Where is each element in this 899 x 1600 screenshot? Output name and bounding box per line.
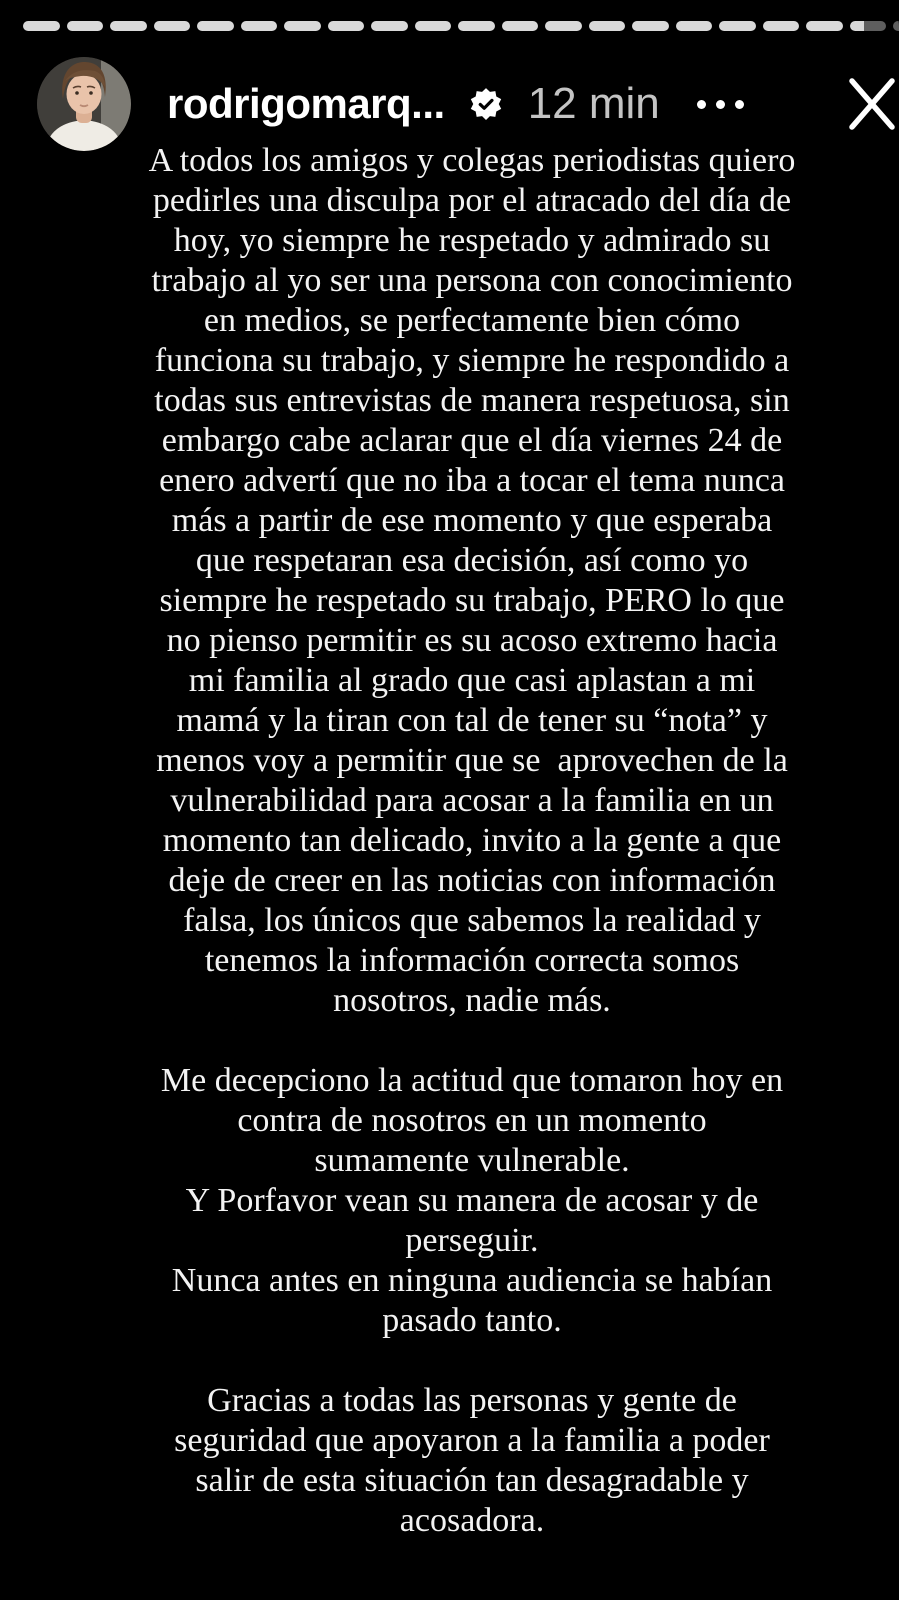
username[interactable]: rodrigomarq... [167,80,445,127]
text-line: mamá y la tiran con tal de tener su “nota” y [176,702,768,739]
story-progress-bar [23,21,899,31]
text-line: todas sus entrevistas de manera respetuosa, sin [154,382,790,419]
progress-segment [850,21,887,31]
text-line: contra de nosotros en un momento [237,1102,707,1139]
text-line: sumamente vulnerable. [314,1142,630,1179]
text-line: Nunca antes en ninguna audiencia se habían [171,1262,773,1299]
progress-segment [415,21,452,31]
progress-segment [241,21,278,31]
more-options-button[interactable] [693,86,748,123]
story-header [37,57,899,151]
progress-segment [67,21,104,31]
progress-segment [371,21,408,31]
progress-segment [502,21,539,31]
text-line: momento tan delicado, invito a la gente a que [162,822,782,859]
progress-segment [589,21,626,31]
story-text [0,141,899,1541]
text-line: hoy, yo siempre he respetado y admirado su [173,222,771,259]
progress-segment [197,21,234,31]
text-line: embargo cabe aclarar que el día viernes 24 de [161,422,783,459]
avatar-portrait [37,57,131,151]
progress-segment [545,21,582,31]
paragraph [110,141,834,1021]
text-line: deje de creer en las noticias con información [168,862,776,899]
paragraph [110,1381,834,1541]
progress-segment [719,21,756,31]
text-line: funciona su trabajo, y siempre he respondido a [154,342,790,379]
text-line: que respetaran esa decisión, así como yo [195,542,749,579]
timestamp: 12 min [527,79,660,128]
text-line: siempre he respetado su trabajo, PERO lo que [159,582,785,619]
more-options-icon [697,100,706,109]
progress-segment [676,21,713,31]
text-line: mi familia al grado que casi aplastan a mi [188,662,756,699]
progress-segment [806,21,843,31]
paragraph [110,1061,834,1341]
text-line: Gracias a todas las personas y gente de [207,1382,737,1419]
text-line: tenemos la información correcta somos [204,942,740,979]
text-line: Me decepciono la actitud que tomaron hoy en [160,1062,784,1099]
progress-segment [154,21,191,31]
progress-segment [632,21,669,31]
progress-segment [284,21,321,31]
text-line: no pienso permitir es su acoso extremo hacia [166,622,778,659]
text-line: trabajo al yo ser una persona con conocimiento [151,262,793,299]
progress-segment [328,21,365,31]
avatar[interactable] [37,57,131,151]
progress-segment [893,21,899,31]
progress-segment [23,21,60,31]
text-line: pedirles una disculpa por el atracado del día de [152,182,792,219]
text-line: enero advertí que no iba a tocar el tema nunca [159,462,785,499]
text-line: nosotros, nadie más. [333,982,611,1019]
text-line: menos voy a permitir que se aprovechen de la [156,742,788,779]
progress-segment [110,21,147,31]
text-line: vulnerabilidad para acosar a la familia en un [170,782,774,819]
close-icon [849,72,895,136]
progress-segment [458,21,495,31]
progress-segment [763,21,800,31]
verified-badge-icon [469,87,503,121]
text-line: Y Porfavor vean su manera de acosar y de [185,1182,759,1219]
text-line: en medios, se perfectamente bien cómo [203,302,741,339]
text-line: A todos los amigos y colegas periodistas quiero [148,142,796,179]
text-line: pasado tanto. [382,1302,562,1339]
text-line: salir de esta situación tan desagradable y [195,1462,749,1499]
text-line: acosadora. [399,1502,545,1539]
text-line: falsa, los únicos que sabemos la realidad y [183,902,761,939]
text-line: seguridad que apoyaron a la familia a poder [174,1422,770,1459]
text-line: perseguir. [405,1222,539,1259]
text-line: más a partir de ese momento y que esperaba [171,502,773,539]
close-button[interactable] [847,69,897,139]
